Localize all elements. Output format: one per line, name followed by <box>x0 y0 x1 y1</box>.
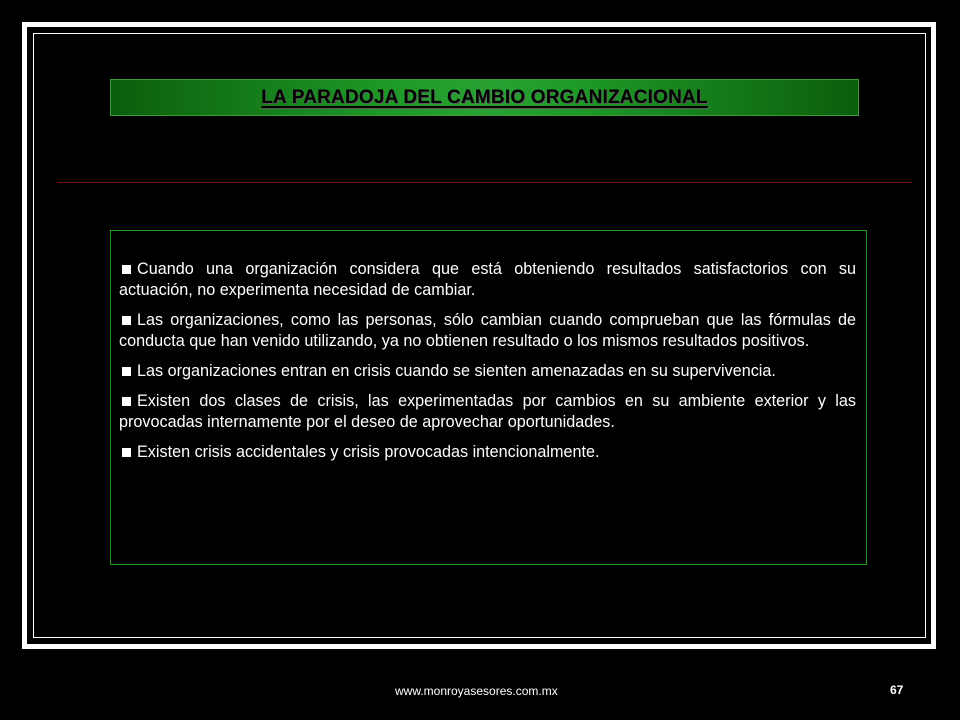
bullet-text: Existen crisis accidentales y crisis provocadas intencionalmente. <box>137 443 600 461</box>
bullet-text: Cuando una organización considera que está obteniendo resultados satisfactorios con su actuación, no experimenta necesidad de cambiar. <box>119 260 856 299</box>
bullet-item <box>119 361 856 382</box>
divider-line <box>57 182 912 183</box>
slide-title: LA PARADOJA DEL CAMBIO ORGANIZACIONAL <box>261 86 708 108</box>
square-bullet-icon <box>122 397 131 406</box>
bullet-list <box>119 259 856 463</box>
square-bullet-icon <box>122 367 131 376</box>
square-bullet-icon <box>122 265 131 274</box>
bullet-item <box>119 442 856 463</box>
square-bullet-icon <box>122 448 131 457</box>
bullet-item <box>119 391 856 433</box>
bullet-text: Las organizaciones entran en crisis cuando se sienten amenazadas en su supervivencia. <box>137 362 776 380</box>
page-number: 67 <box>890 683 904 697</box>
content-box <box>110 230 867 565</box>
bullet-item <box>119 259 856 301</box>
bullet-item <box>119 310 856 352</box>
bullet-text: Las organizaciones, como las personas, sólo cambian cuando comprueban que las fórmulas de conducta que han venido utilizando, ya no obtienen resultado o los mismos resultados positivos. <box>119 311 856 350</box>
square-bullet-icon <box>122 316 131 325</box>
title-banner <box>110 79 859 116</box>
bullet-text: Existen dos clases de crisis, las experimentadas por cambios en su ambiente exterior y las provocadas internamente por el deseo de aprovechar oportunidades. <box>119 392 856 431</box>
footer-url: www.monroyasesores.com.mx <box>395 684 558 698</box>
